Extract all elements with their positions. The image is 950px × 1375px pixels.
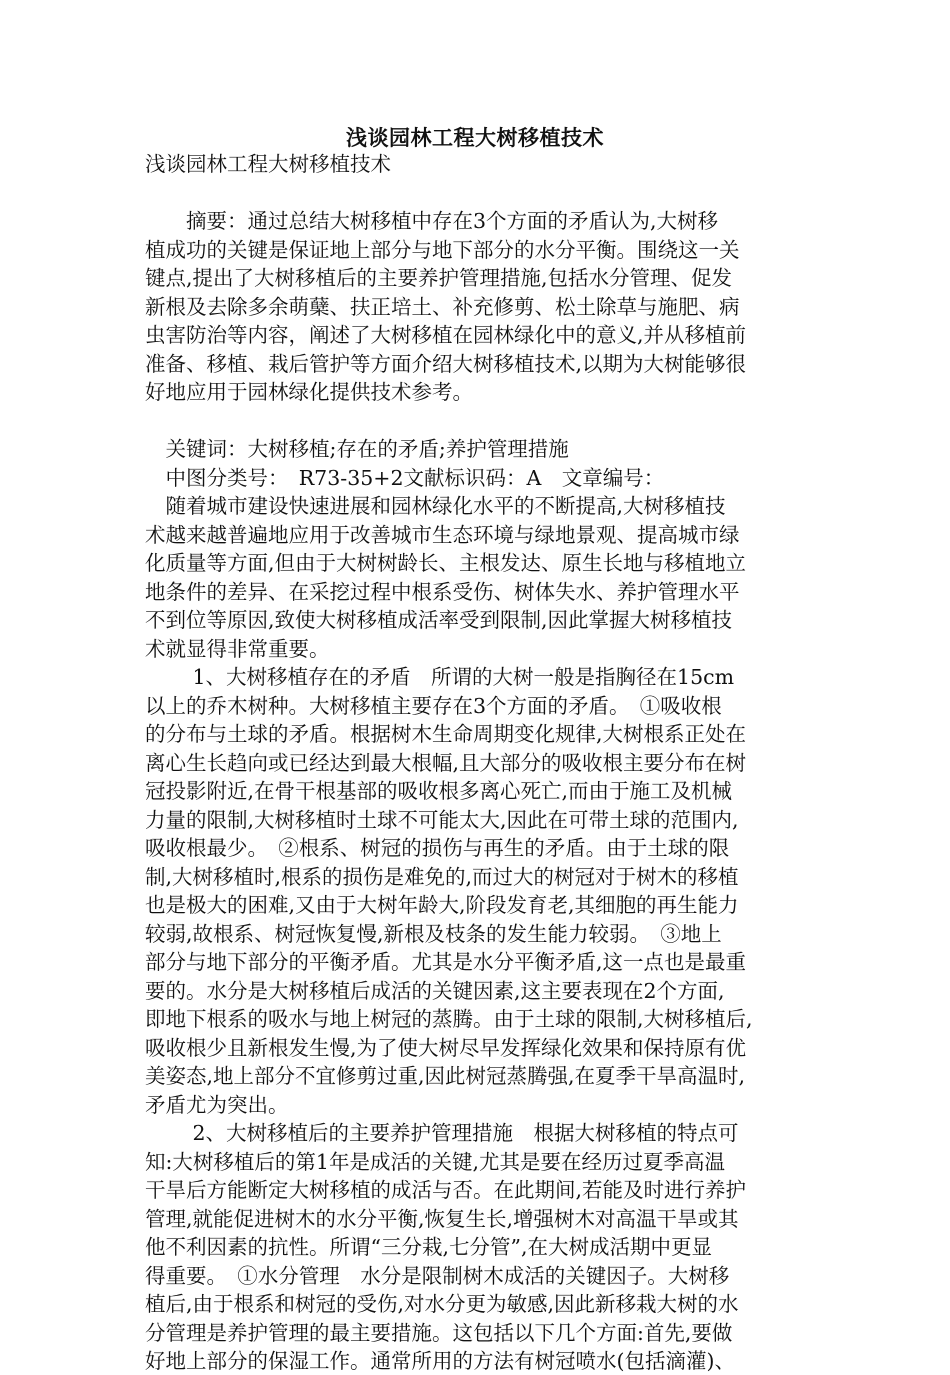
body-line: 植后,由于根系和树冠的受伤,对水分更为敏感,因此新移栽大树的水 <box>145 1292 739 1316</box>
body-line: 术越来越普遍地应用于改善城市生态环境与绿地景观、提高城市绿 <box>145 522 740 547</box>
body-line: 浅谈园林工程大树移植技术 <box>145 152 391 176</box>
body-line: 2、大树移植后的主要养护管理措施 根据大树移植的特点可 <box>145 1121 739 1145</box>
body-line: 制,大树移植时,根系的损伤是难免的,而过大的树冠对于树木的移植 <box>145 864 739 889</box>
body-line: 1、大树移植存在的矛盾 所谓的大树一般是指胸径在15cm <box>145 665 735 689</box>
body-line: 离心生长趋向或已经达到最大根幅,且大部分的吸收根主要分布在树 <box>145 750 747 775</box>
body-line: 好地上部分的保湿工作。通常所用的方法有树冠喷水(包括滴灌)、 <box>145 1349 735 1373</box>
body-line: 准备、移植、栽后管护等方面介绍大树移植技术,以期为大树能够很 <box>145 351 747 376</box>
body-line: 要的。水分是大树移植后成活的关键因素,这主要表现在2个方面, <box>145 978 725 1003</box>
body-line: 摘要：通过总结大树移植中存在3个方面的矛盾认为,大树移 <box>145 209 719 233</box>
body-line: 吸收根少且新根发生慢,为了使大树尽早发挥绿化效果和保持原有优 <box>145 1035 747 1060</box>
body-line: 以上的乔木树种。大树移植主要存在3个方面的矛盾。 ①吸收根 <box>145 693 722 718</box>
body-line: 分管理是养护管理的最主要措施。这包括以下几个方面:首先,要做 <box>145 1320 733 1345</box>
body-line: 也是极大的困难,又由于大树年龄大,阶段发育老,其细胞的再生能力 <box>145 893 739 917</box>
body-line: 新根及去除多余萌蘖、扶正培土、补充修剪、松土除草与施肥、病 <box>145 294 740 319</box>
body-line: 干旱后方能断定大树移植的成活与否。在此期间,若能及时进行养护 <box>145 1178 747 1202</box>
body-line: 即地下根系的吸水与地上树冠的蒸腾。由于土球的限制,大树移植后, <box>145 1007 753 1031</box>
body-line: 冠投影附近,在骨干根基部的吸收根多离心死亡,而由于施工及机械 <box>145 779 733 803</box>
body-line: 管理,就能促进树木的水分平衡,恢复生长,增强树木对高温干旱或其 <box>145 1206 739 1231</box>
body-line: 的分布与土球的矛盾。根据树木生命周期变化规律,大树根系正处在 <box>145 722 747 746</box>
document-title: 浅谈园林工程大树移植技术 <box>346 125 604 150</box>
body-line: 好地应用于园林绿化提供技术参考。 <box>145 380 473 404</box>
body-line: 他不利因素的抗性。所谓“三分栽,七分管”,在大树成活期中更显 <box>145 1235 712 1259</box>
body-line: 得重要。 ①水分管理 水分是限制树木成活的关键因子。大树移 <box>145 1263 730 1288</box>
body-line: 随着城市建设快速进展和园林绿化水平的不断提高,大树移植技 <box>145 494 726 518</box>
body-line: 化质量等方面,但由于大树树龄长、主根发达、原生长地与移植地立 <box>145 551 747 575</box>
body-line: 术就显得非常重要。 <box>145 636 330 661</box>
body-line: 较弱,故根系、树冠恢复慢,新根及枝条的发生能力较弱。 ③地上 <box>145 921 722 946</box>
body-line: 键点,提出了大树移植后的主要养护管理措施,包括水分管理、促发 <box>145 266 733 290</box>
body-line: 力量的限制,大树移植时土球不可能太大,因此在可带土球的范围内, <box>145 807 739 832</box>
body-line: 部分与地下部分的平衡矛盾。尤其是水分平衡矛盾,这一点也是最重 <box>145 950 747 974</box>
body-line: 矛盾尤为突出。 <box>145 1092 289 1117</box>
body-line: 中图分类号： R73-35+2文献标识码：A 文章编号： <box>145 465 665 490</box>
body-line: 吸收根最少。 ②根系、树冠的损伤与再生的矛盾。由于土球的限 <box>145 836 730 860</box>
body-line: 虫害防治等内容，阐述了大树移植在园林绿化中的意义,并从移植前 <box>145 323 747 347</box>
body-line: 不到位等原因,致使大树移植成活率受到限制,因此掌握大树移植技 <box>145 608 733 632</box>
body-line: 植成功的关键是保证地上部分与地下部分的水分平衡。围绕这一关 <box>145 237 740 262</box>
body-line: 知:大树移植后的第1年是成活的关键,尤其是要在经历过夏季高温 <box>145 1149 725 1174</box>
body-line: 美姿态,地上部分不宜修剪过重,因此树冠蒸腾强,在夏季干旱高温时, <box>145 1064 746 1088</box>
body-line: 关键词：大树移植;存在的矛盾;养护管理措施 <box>145 437 569 461</box>
body-line: 地条件的差异、在采挖过程中根系受伤、树体失水、养护管理水平 <box>145 579 740 604</box>
